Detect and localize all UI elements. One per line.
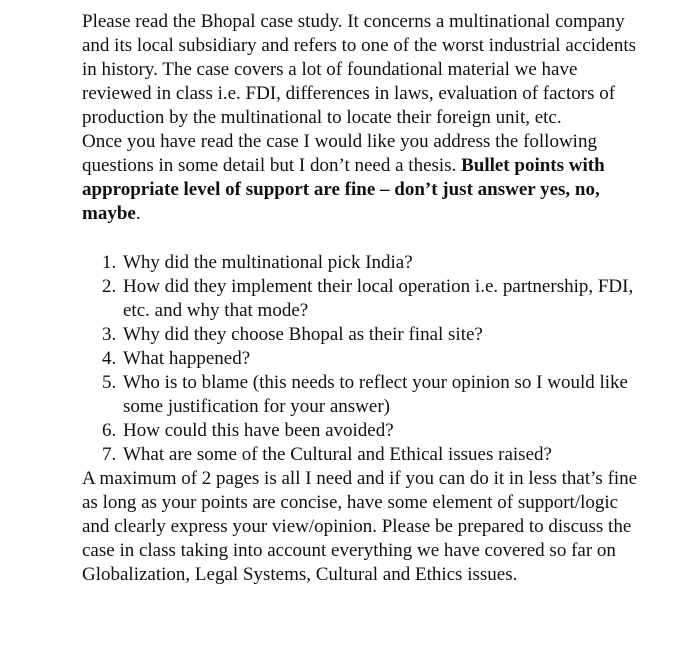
question-number: 4.	[102, 348, 117, 369]
assignment-document	[82, 10, 642, 587]
question-item	[82, 347, 642, 371]
question-item	[82, 443, 642, 467]
question-text: Who is to blame (this needs to reflect your opinion so I would like some justification for your answer)	[123, 372, 628, 417]
intro-paragraph: Please read the Bhopal case study. It concerns a multinational company and its local subsidiary and refers to one of the worst industrial accidents in history. The case covers a lot of foundational material we have reviewed in class i.e. FDI, differences in laws, evaluation of factors of production by the multinational to locate their foreign unit, etc.	[82, 11, 637, 128]
closing-paragraph: A maximum of 2 pages is all I need and if you can do it in less that’s fine as long as your points are concise, have some element of support/logic and clearly express your view/opinion. Please be prepared to discuss the case in class taking into account everything we have covered so far on Globalization, Legal Systems, Cultural and Ethics issues.	[82, 468, 638, 585]
question-text: Why did the multinational pick India?	[123, 252, 413, 273]
question-text: How did they implement their local operation i.e. partnership, FDI, etc. and why that mode?	[123, 276, 634, 321]
question-list	[82, 251, 642, 467]
emphasis-text: Bullet points with appropriate level of support are fine – don’t just answer yes, no, maybe	[82, 155, 605, 224]
instructions-text: Once you have read the case I would like you address the following questions in some detail but I don’t need a thesis.	[82, 131, 597, 176]
instructions-paragraph	[82, 130, 642, 226]
question-number: 1.	[102, 252, 117, 273]
question-item	[82, 371, 642, 419]
question-number: 6.	[102, 420, 117, 441]
question-text: Why did they choose Bhopal as their final site?	[123, 324, 483, 345]
question-item	[82, 275, 642, 323]
question-text: What are some of the Cultural and Ethical issues raised?	[123, 444, 552, 465]
spacer	[82, 226, 642, 251]
question-number: 7.	[102, 444, 117, 465]
question-number: 2.	[102, 276, 117, 297]
question-number: 3.	[102, 324, 117, 345]
emphasis-period: .	[135, 203, 141, 224]
question-text: What happened?	[123, 348, 251, 369]
question-number: 5.	[102, 372, 117, 393]
question-item	[82, 323, 642, 347]
question-text: How could this have been avoided?	[123, 420, 394, 441]
question-item	[82, 419, 642, 443]
question-item	[82, 251, 642, 275]
